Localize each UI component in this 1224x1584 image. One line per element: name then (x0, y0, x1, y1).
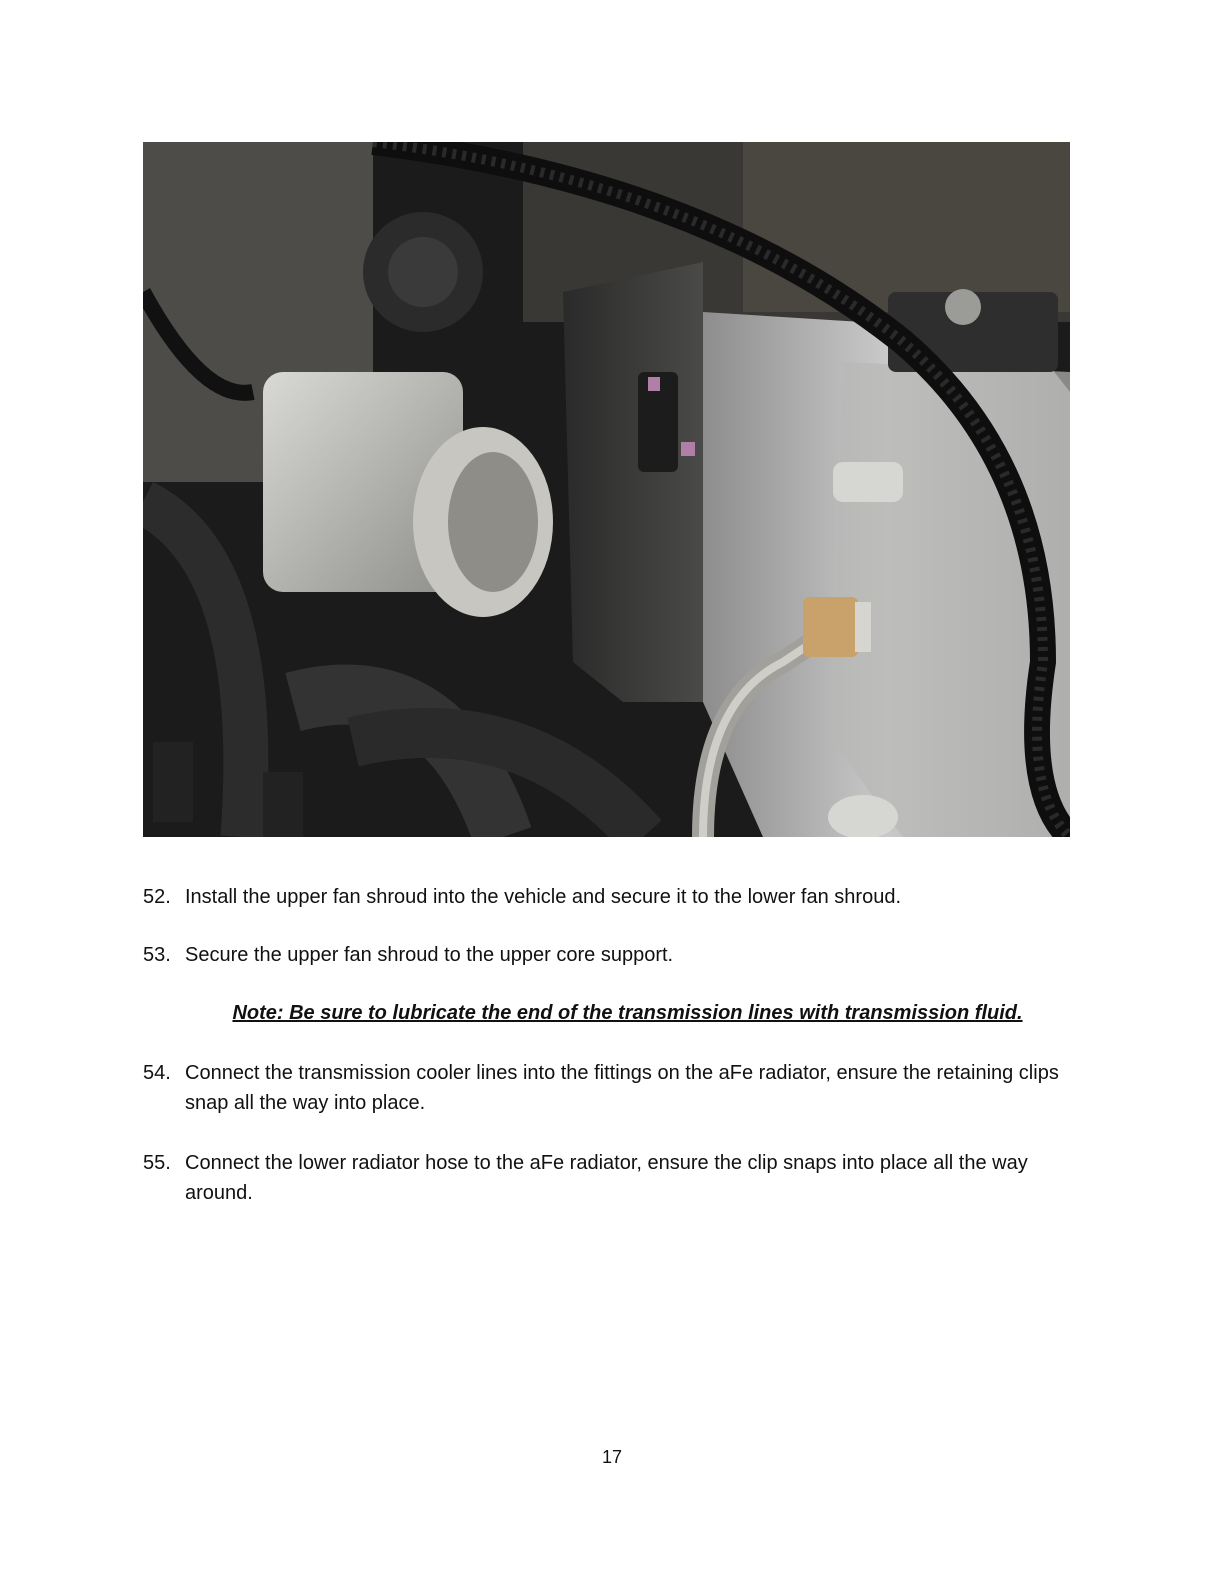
step-text: Connect the transmission cooler lines into the fittings on the aFe radiator, ensure the retaining clips snap all the way into place. (185, 1062, 1059, 1114)
step-number: 55. (143, 1152, 171, 1174)
step-number: 54. (143, 1062, 171, 1084)
step-number: 53. (143, 944, 171, 966)
page-number: 17 (601, 1447, 623, 1467)
step-text: Secure the upper fan shroud to the upper core support. (185, 944, 674, 966)
step-52 (143, 882, 1073, 912)
step-text: Install the upper fan shroud into the vehicle and secure it to the lower fan shroud. (185, 886, 901, 908)
step-53 (143, 940, 1073, 970)
step-number: 52. (143, 886, 171, 908)
step-text: Connect the lower radiator hose to the aFe radiator, ensure the clip snaps into place all the way around. (185, 1152, 1028, 1204)
engine-bay-photo (143, 142, 1070, 837)
step-55 (143, 1148, 1073, 1208)
step-54 (143, 1058, 1073, 1118)
note-text: Note: Be sure to lubricate the end of the transmission lines with transmission fluid. (232, 1002, 1023, 1024)
